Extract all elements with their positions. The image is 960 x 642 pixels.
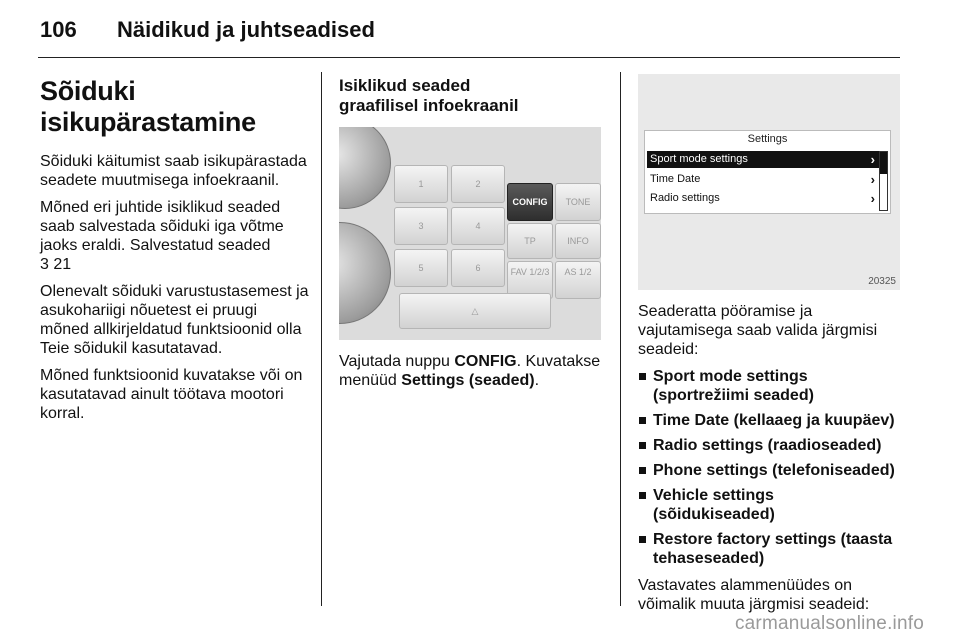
display-row-time: [647, 171, 879, 188]
list-item: Sport mode settings (sportrežiimi seaded): [638, 367, 900, 405]
chevron-right-icon: ›: [870, 191, 875, 206]
column-2-text: [339, 352, 607, 398]
column-2: [339, 76, 607, 126]
heading-line-1: Sõiduki: [40, 76, 136, 106]
heading-line-2: graafilisel infoekraanil: [339, 96, 519, 115]
list-item: Radio settings (raadioseaded): [638, 436, 900, 455]
display-scrollbar: [879, 151, 888, 211]
preset-5-button: 5: [394, 249, 448, 287]
settings-options-list: [638, 367, 900, 568]
display-title: Settings: [747, 133, 788, 145]
column-divider-1: [321, 72, 322, 606]
preset-3-button: 3: [394, 207, 448, 245]
list-item: Vehicle settings (sõidukiseaded): [638, 486, 900, 524]
section-title: Näidikud ja juhtseadised: [117, 17, 375, 42]
config-term: CONFIG: [454, 353, 517, 370]
tp-button: TP: [507, 223, 553, 259]
instruction-pre: Vajutada nuppu: [339, 353, 455, 370]
preset-1-button: 1: [394, 165, 448, 203]
info-button: INFO: [555, 223, 601, 259]
column-1: [40, 76, 310, 431]
options-intro: Seaderatta pööramise ja vajutamisega saab valida järgmisi seadeid:: [638, 303, 878, 358]
settings-term: Settings (seaded): [401, 372, 535, 389]
config-button: CONFIG: [507, 183, 553, 221]
paragraph-3: Olenevalt sõiduki varustustasemest ja asukohariigi nõuetest ei pruugi mõned allkirjeldatud funktsioonid olla Teie sõidukil kasutatavad.: [40, 283, 309, 357]
header-divider: [38, 57, 900, 58]
fav-button: FAV 1/2/3: [507, 261, 553, 299]
chevron-right-icon: ›: [870, 172, 875, 187]
options-outro: Vastavates alammenüüdes on võimalik muuta järgmisi seadeid:: [638, 577, 870, 613]
display-row-radio: [647, 190, 879, 207]
warning-triangle-icon: △: [471, 306, 479, 316]
page-number: 106: [40, 17, 77, 42]
tone-button: TONE: [555, 183, 601, 221]
figure-number: 20325: [868, 276, 896, 287]
instruction-mid: . Kuvatakse menüüd: [339, 353, 601, 389]
column-3: [638, 302, 900, 622]
paragraph-2: [40, 198, 310, 274]
as-button: AS 1/2: [555, 261, 601, 299]
chevron-right-icon: ›: [870, 152, 875, 167]
control-panel-figure: [339, 127, 601, 340]
page-reference: 3 21: [40, 256, 72, 273]
config-instruction: [339, 352, 607, 390]
display-scrollbar-thumb: [880, 152, 887, 174]
display-row-label: Radio settings: [650, 192, 720, 204]
list-item: Restore factory settings (taasta tehaseseaded): [638, 530, 900, 568]
lower-knob: [339, 222, 391, 324]
preset-6-button: 6: [451, 249, 505, 287]
heading-line-1: Isiklikud seaded: [339, 76, 471, 95]
paragraph-2-text: Mõned eri juhtide isiklikud seaded saab salvestada sõiduki iga võtme jaoks eraldi. Salvestatud seaded: [40, 199, 284, 254]
column-divider-2: [620, 72, 621, 606]
watermark: carmanualsonline.info: [734, 613, 924, 634]
heading-personalization: [40, 76, 310, 138]
instruction-post: .: [534, 372, 540, 389]
display-row-sport: [647, 151, 879, 168]
display-row-label: Sport mode settings: [650, 153, 748, 165]
hazard-button: [399, 293, 551, 329]
info-display-screen: [644, 130, 891, 214]
preset-2-button: 2: [451, 165, 505, 203]
display-row-label: Time Date: [650, 173, 701, 185]
preset-4-button: 4: [451, 207, 505, 245]
paragraph-4: Mõned funktsioonid kuvatakse või on kasutatavad ainult töötava mootori korral.: [40, 367, 303, 422]
settings-display-figure: [638, 74, 900, 290]
list-item: Phone settings (telefoniseaded): [638, 461, 900, 480]
list-item: Time Date (kellaaeg ja kuupäev): [638, 411, 900, 430]
paragraph-1: Sõiduki käitumist saab isikupärastada seadete muutmisega infoekraanil.: [40, 153, 307, 189]
heading-line-2: isikupärastamine: [40, 107, 256, 137]
upper-knob: [339, 127, 391, 209]
heading-personal-settings: [339, 76, 607, 116]
